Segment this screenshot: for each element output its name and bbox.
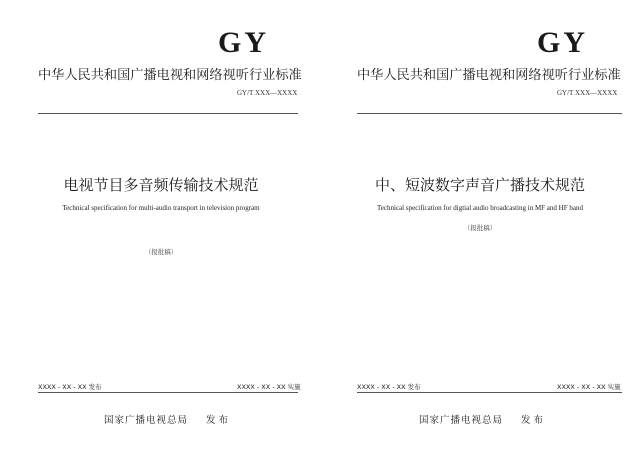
document-title: 中、短波数字声音广播技术规范 <box>374 176 585 194</box>
english-title: Technical specification for digtial audio broadcasting in MF and HF band <box>377 204 583 212</box>
publish-date: XXXX - XX - XX 发布 <box>357 383 421 391</box>
publisher-org: 国家广播电视总局 <box>419 415 504 426</box>
bottom-divider <box>38 392 298 393</box>
publisher-action: 发布 <box>206 415 232 426</box>
publisher-org: 国家广播电视总局 <box>104 415 189 426</box>
standard-number: GY/T XXX—XXXX <box>557 89 618 97</box>
publisher-action: 发布 <box>521 415 547 426</box>
standard-cover-page <box>320 0 640 453</box>
gy-logo: GY <box>218 26 269 59</box>
org-title: 中华人民共和国广播电视和网络视听行业标准 <box>357 68 621 83</box>
implement-date: XXXX - XX - XX 实施 <box>557 383 621 391</box>
standard-number: GY/T XXX—XXXX <box>237 89 298 97</box>
draft-label: （报批稿） <box>463 224 497 232</box>
english-title: Technical specification for multi-audio transport in television program <box>62 204 260 212</box>
top-divider <box>38 113 298 114</box>
implement-date: XXXX - XX - XX 实施 <box>237 383 301 391</box>
publisher-line <box>419 412 546 426</box>
top-divider <box>357 113 622 114</box>
gy-logo: GY <box>537 26 588 59</box>
bottom-divider <box>357 392 622 393</box>
document-title: 电视节目多音频传输技术规范 <box>63 176 259 194</box>
draft-label: （报批稿） <box>144 248 178 256</box>
org-title: 中华人民共和国广播电视和网络视听行业标准 <box>38 68 302 83</box>
publish-date: XXXX - XX - XX 发布 <box>38 383 102 391</box>
publisher-line <box>104 412 231 426</box>
